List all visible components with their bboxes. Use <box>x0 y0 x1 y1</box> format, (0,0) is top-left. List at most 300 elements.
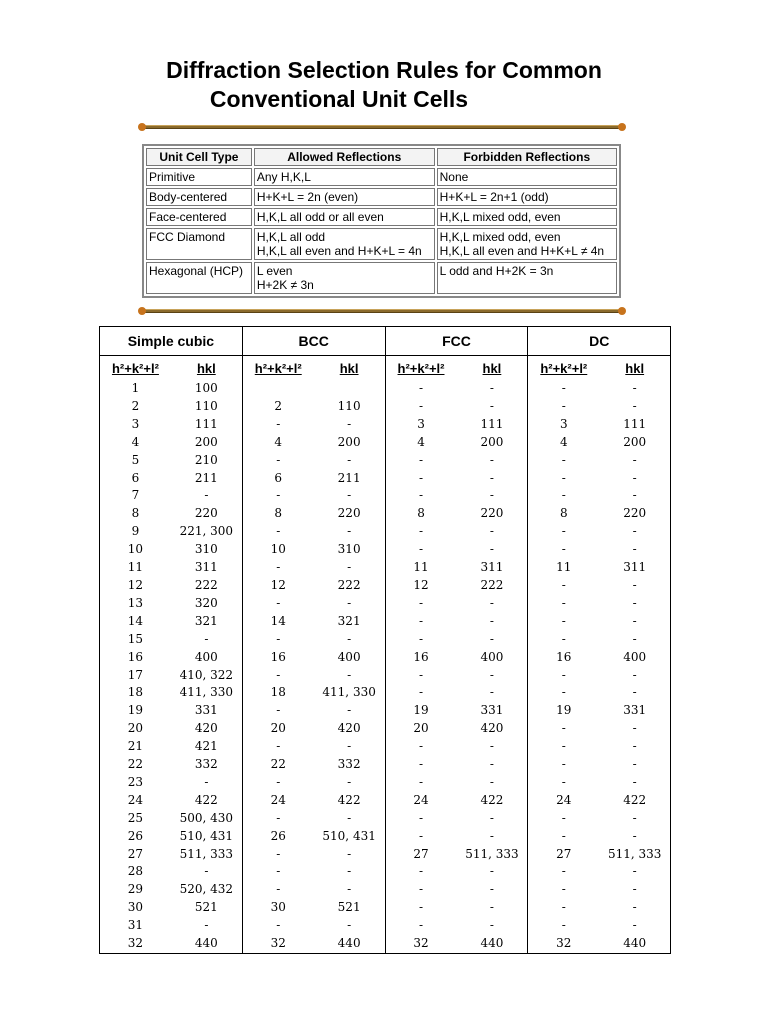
sum-cell: - <box>385 863 456 881</box>
hkl-cell: 310 <box>194 542 218 557</box>
table-row <box>100 917 671 935</box>
hkl-cell: 220 <box>337 506 361 521</box>
sum-cell: 23 <box>100 774 171 792</box>
rules-cell: L odd and H+2K = 3n <box>437 262 617 294</box>
rules-cell: H+K+L = 2n (even) <box>254 188 435 206</box>
sub-header-hkl: hkl <box>196 360 216 376</box>
sum-cell: 18 <box>100 684 171 702</box>
sub-header-hkl: hkl <box>599 356 670 381</box>
sum-cell: - <box>528 577 599 595</box>
sub-header-sum: h²+k²+l² <box>528 356 599 381</box>
hkl-cell <box>314 380 385 398</box>
sum-cell: 30 <box>100 899 171 917</box>
sum-cell: - <box>385 917 456 935</box>
hkl-cell: - <box>599 899 670 917</box>
sum-cell: - <box>385 684 456 702</box>
hkl-cell: 111 <box>480 416 504 431</box>
group-header-fcc: FCC <box>385 327 528 356</box>
rules-row <box>146 168 617 186</box>
sum-cell: - <box>242 881 313 899</box>
hkl-cell: 200 <box>480 434 504 449</box>
hkl-cell: 420 <box>194 721 218 736</box>
hkl-cell: 310 <box>337 542 361 557</box>
title-line-2: Conventional Unit Cells <box>209 86 469 112</box>
sum-cell: 24 <box>385 792 456 810</box>
sum-cell: 24 <box>528 792 599 810</box>
table-row <box>100 577 671 595</box>
reflection-table <box>99 326 671 954</box>
table-row <box>100 774 671 792</box>
sum-cell: - <box>528 684 599 702</box>
table-row <box>100 416 671 434</box>
sum-cell: 12 <box>242 577 313 595</box>
table-row <box>100 613 671 631</box>
page-title <box>0 56 768 114</box>
sum-cell: 5 <box>100 452 171 470</box>
hkl-cell: - <box>489 882 494 897</box>
sum-cell: - <box>242 667 313 685</box>
hkl-cell: - <box>599 720 670 738</box>
sum-cell: 30 <box>242 899 313 917</box>
hkl-cell: 420 <box>337 721 361 736</box>
hkl-cell: 320 <box>194 595 218 610</box>
hkl-cell: - <box>599 470 670 488</box>
hkl-cell: 521 <box>337 900 361 915</box>
hkl-cell: 110 <box>194 398 218 413</box>
hkl-cell: - <box>599 577 670 595</box>
hkl-cell: 200 <box>337 434 361 449</box>
sum-cell: - <box>242 738 313 756</box>
sum-cell: 11 <box>528 559 599 577</box>
sum-cell: - <box>528 523 599 541</box>
hkl-cell: - <box>489 774 494 789</box>
sum-cell: - <box>528 487 599 505</box>
sum-cell: - <box>528 899 599 917</box>
rules-row <box>146 228 617 260</box>
sum-cell: 20 <box>385 720 456 738</box>
sum-cell: - <box>528 774 599 792</box>
rules-cell: H,K,L mixed odd, even <box>437 208 617 226</box>
sum-cell: - <box>385 899 456 917</box>
hkl-cell: - <box>599 774 670 792</box>
hkl-cell: - <box>489 864 494 879</box>
sum-cell: 6 <box>100 470 171 488</box>
hkl-cell: 311 <box>599 559 670 577</box>
hkl-cell: 440 <box>171 935 242 953</box>
sum-cell: 20 <box>242 720 313 738</box>
sum-cell: 8 <box>242 505 313 523</box>
hkl-cell: 111 <box>599 416 670 434</box>
hkl-cell: 220 <box>599 505 670 523</box>
hkl-cell: 220 <box>480 506 504 521</box>
selection-rules-table <box>142 144 621 298</box>
rules-cell: FCC Diamond <box>146 228 252 260</box>
sum-cell: 19 <box>100 702 171 720</box>
table-row <box>100 631 671 649</box>
rules-cell: H+K+L = 2n+1 (odd) <box>437 188 617 206</box>
sum-cell: 18 <box>242 684 313 702</box>
group-header-bcc: BCC <box>242 327 385 356</box>
sum-cell: 10 <box>242 541 313 559</box>
hkl-cell: - <box>489 810 494 825</box>
sum-cell: - <box>528 541 599 559</box>
table-row <box>100 720 671 738</box>
sum-cell: - <box>528 595 599 613</box>
table-row <box>100 595 671 613</box>
hkl-cell: 421 <box>194 739 218 754</box>
table-row <box>100 487 671 505</box>
hkl-cell: - <box>347 846 352 861</box>
rules-cell: None <box>437 168 617 186</box>
sum-cell: - <box>385 613 456 631</box>
hkl-cell: - <box>347 416 352 431</box>
sum-cell: 27 <box>528 846 599 864</box>
sum-cell: 24 <box>242 792 313 810</box>
hkl-cell: 440 <box>456 935 527 953</box>
hkl-cell: - <box>599 738 670 756</box>
rules-header-cell: Allowed Reflections <box>254 148 435 166</box>
sum-cell: - <box>528 667 599 685</box>
hkl-cell: - <box>489 613 494 628</box>
hkl-cell: - <box>204 631 209 646</box>
sum-cell: - <box>528 631 599 649</box>
sum-cell: 20 <box>100 720 171 738</box>
hkl-cell: - <box>489 918 494 933</box>
sub-header-hkl: hkl <box>482 360 502 376</box>
rules-header-cell: Unit Cell Type <box>146 148 252 166</box>
sum-cell: 7 <box>100 487 171 505</box>
hkl-cell: - <box>204 488 209 503</box>
sum-cell: - <box>528 452 599 470</box>
sum-cell: 2 <box>242 398 313 416</box>
hkl-cell: 411, 330 <box>179 685 234 700</box>
table-row <box>100 792 671 810</box>
hkl-cell: 422 <box>480 792 504 807</box>
hkl-cell: 500, 430 <box>179 810 234 825</box>
sum-cell: 29 <box>100 881 171 899</box>
sum-cell: - <box>242 631 313 649</box>
sum-cell: - <box>385 738 456 756</box>
rules-header-cell: Forbidden Reflections <box>437 148 617 166</box>
hkl-cell: - <box>599 523 670 541</box>
hkl-cell: 211 <box>194 470 218 485</box>
hkl-cell: 211 <box>337 470 361 485</box>
table-row <box>100 559 671 577</box>
sum-cell: 26 <box>100 828 171 846</box>
sub-header-sum: h²+k²+l² <box>100 356 171 381</box>
sum-cell: 16 <box>385 649 456 667</box>
sum-cell: - <box>528 881 599 899</box>
hkl-cell: 321 <box>194 613 218 628</box>
hkl-cell: 520, 432 <box>179 882 234 897</box>
hkl-cell: - <box>599 487 670 505</box>
hkl-cell: 440 <box>314 935 385 953</box>
rules-cell: Body-centered <box>146 188 252 206</box>
sum-cell: 8 <box>385 505 456 523</box>
hkl-cell: 410, 322 <box>179 667 234 682</box>
sum-cell: - <box>528 720 599 738</box>
sum-cell: - <box>385 774 456 792</box>
sum-cell: - <box>242 702 313 720</box>
sum-cell: - <box>385 398 456 416</box>
rules-header-row <box>146 148 617 166</box>
rules-row <box>146 262 617 294</box>
hkl-cell: 200 <box>194 434 218 449</box>
sum-cell: - <box>242 863 313 881</box>
hkl-cell: - <box>347 810 352 825</box>
hkl-cell: - <box>489 685 494 700</box>
table-row <box>100 452 671 470</box>
hkl-cell: 400 <box>599 649 670 667</box>
sum-cell: 8 <box>528 505 599 523</box>
table-row <box>100 523 671 541</box>
table-row <box>100 846 671 864</box>
sum-cell: - <box>242 452 313 470</box>
hkl-cell: - <box>599 756 670 774</box>
sum-cell: 3 <box>385 416 456 434</box>
sum-cell: - <box>385 631 456 649</box>
hkl-cell: - <box>489 828 494 843</box>
hkl-cell: 332 <box>194 757 218 772</box>
hkl-cell: 210 <box>194 452 218 467</box>
hkl-cell: 222 <box>337 577 361 592</box>
hkl-cell: - <box>599 541 670 559</box>
sum-cell: - <box>385 595 456 613</box>
sum-cell: - <box>528 828 599 846</box>
hkl-cell: - <box>599 631 670 649</box>
sum-cell: - <box>528 470 599 488</box>
sum-cell <box>242 380 313 398</box>
group-header-row <box>100 327 671 356</box>
sum-cell: - <box>242 416 313 434</box>
hkl-cell: - <box>347 631 352 646</box>
table-row <box>100 702 671 720</box>
hkl-cell: - <box>347 703 352 718</box>
hkl-cell: - <box>347 882 352 897</box>
hkl-cell: - <box>599 810 670 828</box>
rules-cell: Face-centered <box>146 208 252 226</box>
table-row <box>100 649 671 667</box>
sum-cell: - <box>242 810 313 828</box>
sum-cell: - <box>385 523 456 541</box>
table-row <box>100 738 671 756</box>
sum-cell: - <box>528 756 599 774</box>
hkl-cell: - <box>347 595 352 610</box>
hkl-cell: 511, 333 <box>465 846 519 861</box>
table-row <box>100 434 671 452</box>
hkl-cell: 311 <box>194 560 218 575</box>
sum-cell: 12 <box>100 577 171 595</box>
hkl-cell: - <box>347 774 352 789</box>
table-row <box>100 935 671 953</box>
hkl-cell: - <box>599 917 670 935</box>
hkl-cell: 111 <box>194 416 218 431</box>
hkl-cell: - <box>347 864 352 879</box>
hkl-cell: - <box>599 667 670 685</box>
sub-header-row <box>100 356 671 381</box>
sum-cell: 3 <box>528 416 599 434</box>
sum-cell: - <box>242 774 313 792</box>
hkl-cell: 511, 333 <box>599 846 670 864</box>
sum-cell: - <box>385 810 456 828</box>
sum-cell: 21 <box>100 738 171 756</box>
hkl-cell: 511, 333 <box>179 846 234 861</box>
hkl-cell: - <box>599 613 670 631</box>
hkl-cell: 220 <box>194 506 218 521</box>
hkl-cell: 400 <box>480 649 504 664</box>
hkl-cell: 440 <box>599 935 670 953</box>
rules-cell: L even H+2K ≠ 3n <box>254 262 435 294</box>
hkl-cell: - <box>489 381 494 395</box>
hkl-cell: 222 <box>194 577 218 592</box>
sum-cell: - <box>385 828 456 846</box>
hkl-cell: - <box>489 667 494 682</box>
sum-cell: 15 <box>100 631 171 649</box>
sum-cell: 27 <box>100 846 171 864</box>
table-row <box>100 380 671 398</box>
sum-cell: - <box>242 595 313 613</box>
sum-cell: 11 <box>100 559 171 577</box>
rules-cell: Hexagonal (HCP) <box>146 262 252 294</box>
hkl-cell: - <box>599 828 670 846</box>
sum-cell: 32 <box>100 935 171 953</box>
sum-cell: 13 <box>100 595 171 613</box>
sum-cell: 4 <box>528 434 599 452</box>
sum-cell: 31 <box>100 917 171 935</box>
sum-cell: - <box>528 613 599 631</box>
hkl-cell: - <box>599 452 670 470</box>
sum-cell: 28 <box>100 863 171 881</box>
sum-cell: - <box>385 541 456 559</box>
hkl-cell: - <box>599 881 670 899</box>
sum-cell: 16 <box>242 649 313 667</box>
hkl-cell: - <box>347 918 352 933</box>
hkl-cell: 521 <box>194 900 218 915</box>
hkl-cell: 331 <box>194 703 218 718</box>
hkl-cell: - <box>489 524 494 539</box>
rules-row <box>146 188 617 206</box>
sum-cell: 4 <box>242 434 313 452</box>
hkl-cell: 222 <box>480 577 504 592</box>
sum-cell: 2 <box>100 398 171 416</box>
hkl-cell: - <box>489 595 494 610</box>
sum-cell: - <box>385 380 456 398</box>
hkl-cell: 400 <box>194 649 218 664</box>
sum-cell: 32 <box>385 935 456 953</box>
hkl-cell: - <box>599 863 670 881</box>
hkl-cell: 321 <box>337 613 361 628</box>
title-line-1: Diffraction Selection Rules for Common <box>166 57 602 83</box>
hkl-cell: - <box>489 452 494 467</box>
hkl-cell: - <box>489 470 494 485</box>
sum-cell: 10 <box>100 541 171 559</box>
sum-cell: 14 <box>100 613 171 631</box>
sum-cell: - <box>385 881 456 899</box>
table-row <box>100 881 671 899</box>
table-row <box>100 899 671 917</box>
rules-cell: H,K,L all odd H,K,L all even and H+K+L = 4n <box>254 228 435 260</box>
hkl-cell: 100 <box>194 381 218 395</box>
sum-cell: - <box>528 917 599 935</box>
hkl-cell: - <box>204 864 209 879</box>
hkl-cell: 400 <box>337 649 361 664</box>
sub-header-sum: h²+k²+l² <box>385 356 456 381</box>
sum-cell: 8 <box>100 505 171 523</box>
sum-cell: - <box>385 487 456 505</box>
hkl-cell: - <box>347 739 352 754</box>
hkl-cell: 200 <box>599 434 670 452</box>
hkl-cell: - <box>489 631 494 646</box>
sum-cell: 32 <box>528 935 599 953</box>
sum-cell: 9 <box>100 523 171 541</box>
hkl-cell: - <box>489 398 494 413</box>
table-row <box>100 398 671 416</box>
sum-cell: - <box>385 667 456 685</box>
table-row <box>100 505 671 523</box>
hkl-cell: - <box>489 900 494 915</box>
sum-cell: 17 <box>100 667 171 685</box>
hkl-cell: 422 <box>337 792 361 807</box>
rules-cell: H,K,L all odd or all even <box>254 208 435 226</box>
sum-cell: - <box>528 738 599 756</box>
sum-cell: - <box>242 917 313 935</box>
sum-cell: 26 <box>242 828 313 846</box>
sum-cell: 3 <box>100 416 171 434</box>
hkl-cell: - <box>489 542 494 557</box>
table-row <box>100 684 671 702</box>
hkl-cell: 110 <box>337 398 361 413</box>
hkl-cell: - <box>347 560 352 575</box>
sum-cell: - <box>528 380 599 398</box>
sum-cell: - <box>385 756 456 774</box>
hkl-cell: 331 <box>480 703 504 718</box>
sum-cell: - <box>385 470 456 488</box>
hkl-cell: 422 <box>599 792 670 810</box>
sum-cell: 12 <box>385 577 456 595</box>
table-row <box>100 756 671 774</box>
sum-cell: - <box>242 559 313 577</box>
sum-cell: 1 <box>100 380 171 398</box>
sum-cell: - <box>528 863 599 881</box>
hkl-cell: - <box>347 488 352 503</box>
hkl-cell: 311 <box>480 560 504 575</box>
rules-cell: Primitive <box>146 168 252 186</box>
hkl-cell: - <box>599 380 670 398</box>
hkl-cell: 510, 431 <box>179 828 234 843</box>
sum-cell: 6 <box>242 470 313 488</box>
sum-cell: 16 <box>528 649 599 667</box>
hkl-cell: - <box>599 398 670 416</box>
hkl-cell: - <box>489 757 494 772</box>
rules-cell: H,K,L mixed odd, even H,K,L all even and H+K+L ≠ 4n <box>437 228 617 260</box>
group-header-dc: DC <box>528 327 671 356</box>
sum-cell: 11 <box>385 559 456 577</box>
sum-cell: 19 <box>385 702 456 720</box>
sum-cell: 4 <box>385 434 456 452</box>
sub-header-sum: h²+k²+l² <box>242 356 313 381</box>
decorative-divider-top <box>141 125 623 129</box>
hkl-cell: 332 <box>337 757 361 772</box>
hkl-cell: 331 <box>599 702 670 720</box>
table-row <box>100 667 671 685</box>
sum-cell: 27 <box>385 846 456 864</box>
hkl-cell: - <box>347 452 352 467</box>
sum-cell: 32 <box>242 935 313 953</box>
sum-cell: - <box>242 487 313 505</box>
table-row <box>100 810 671 828</box>
sum-cell: - <box>528 398 599 416</box>
table-row <box>100 828 671 846</box>
